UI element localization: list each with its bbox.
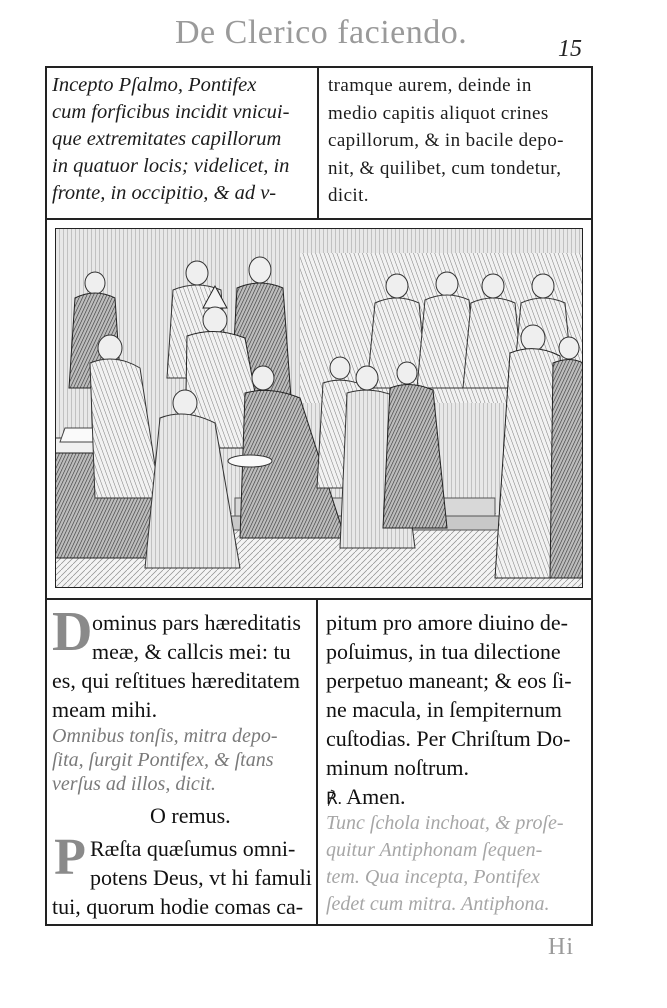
text-line: medio capitis aliquot crines <box>328 102 549 124</box>
signature-mark: Hi <box>548 934 574 960</box>
text-line: Omnibus tonſis, mitra depo- <box>52 725 278 747</box>
bottom-left-para2 <box>52 829 314 921</box>
text-line: quitur Antiphonam ſequen- <box>326 839 543 861</box>
text-line: fronte, in occipitio, & ad v- <box>52 182 277 204</box>
drop-cap-p: P <box>54 829 86 886</box>
response-amen: Amen. <box>346 784 406 809</box>
text-line: Ræſta quæſumus omni- <box>90 836 296 861</box>
top-left-rubric <box>52 72 314 207</box>
text-line: meam mihi. <box>52 697 158 722</box>
page-number: 15 <box>558 36 582 62</box>
text-line: Tunc ſchola inchoat, & proſe- <box>326 812 564 834</box>
text-line: ſita, ſurgit Pontifex, & ſtans <box>52 749 274 771</box>
rule-under-illustration <box>45 598 593 600</box>
text-line: ominus pars hæreditatis <box>92 610 301 635</box>
text-line: verſus ad illos, dicit. <box>52 773 216 795</box>
text-line: cum forficibus incidit vnicui- <box>52 101 290 123</box>
text-line: nit, & quilibet, cum tondetur, <box>328 157 562 179</box>
response-mark: ℟. <box>326 789 342 808</box>
engraving-basin <box>228 455 272 467</box>
text-line: ne macula, in ſempiternum <box>326 697 562 722</box>
text-line: ſedet cum mitra. Antiphona. <box>326 893 550 915</box>
bottom-left-para1 <box>52 608 314 724</box>
bottom-right-rubric <box>326 810 590 918</box>
text-line: pitum pro amore diuino de- <box>326 610 568 635</box>
response-line <box>326 782 590 813</box>
text-line: Incepto Pſalmo, Pontifex <box>52 74 257 96</box>
rule-under-top-text <box>45 218 593 220</box>
bottom-left-rubric <box>52 724 314 796</box>
text-line: dicit. <box>328 185 369 206</box>
text-line: perpetuo maneant; & eos ſi- <box>326 668 572 693</box>
oremus-heading: O remus. <box>150 803 231 828</box>
engraving-illustration <box>55 228 583 588</box>
running-head: De Clerico faciendo. <box>175 14 468 51</box>
text-line: in quatuor locis; videlicet, in <box>52 155 290 177</box>
text-line: capillorum, & in bacile depo- <box>328 130 564 151</box>
drop-cap-d: D <box>52 601 93 663</box>
text-line: tramque aurem, deinde in <box>328 75 532 96</box>
column-divider-top <box>317 66 319 218</box>
text-line: que extremitates capillorum <box>52 128 282 150</box>
text-line: tem. Qua incepta, Pontifex <box>326 866 540 888</box>
column-divider-bottom <box>316 598 318 926</box>
text-line: es, qui reſtitues hæreditatem <box>52 668 301 693</box>
text-line: meæ, & callcis mei: tu <box>92 639 291 664</box>
top-right-text <box>328 72 590 210</box>
text-line: tui, quorum hodie comas ca- <box>52 894 304 919</box>
text-line: poſuimus, in tua dilectione <box>326 639 561 664</box>
text-line: potens Deus, vt hi famuli <box>90 865 312 890</box>
text-line: cuſtodias. Per Chriſtum Do- <box>326 726 571 751</box>
bottom-right-text <box>326 608 590 813</box>
text-line: minum noſtrum. <box>326 755 469 780</box>
